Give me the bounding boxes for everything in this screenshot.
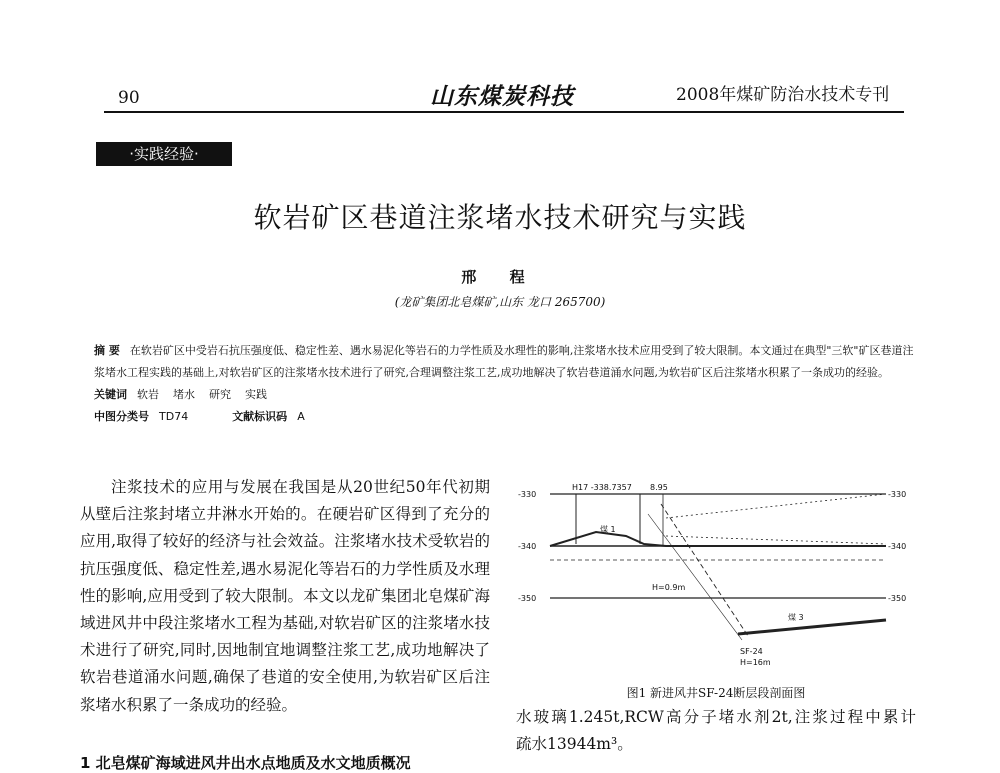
figure-label: -330 — [888, 490, 907, 499]
figure-caption: 图1 新进风井SF-24断层段剖面图 — [626, 686, 806, 700]
dotted-line — [666, 536, 886, 544]
paper-title: 软岩矿区巷道注浆堵水技术研究与实践 — [253, 201, 747, 234]
clc-label: 中图分类号 — [94, 410, 149, 423]
figure-label: 8.95 — [650, 483, 668, 492]
author: 邢 程 — [461, 268, 539, 286]
right-column-text — [516, 704, 916, 758]
keywords-label: 关键词 — [94, 388, 127, 401]
figure-label: 煤 1 — [600, 525, 616, 534]
affiliation: (龙矿集团北皂煤矿,山东 龙口 265700) — [394, 295, 606, 309]
header-rule — [104, 111, 904, 113]
abstract-text: 在软岩矿区中受岩石抗压强度低、稳定性差、遇水易泥化等岩石的力学性质及水理性的影响,注浆堵水技术应用受到了较大限制。本文通过在典型"三软"矿区巷道注浆堵水工程实践的基础上,对软岩矿区的注浆堵水技术进行了研究,合理调整注浆工艺,成功地解决了软岩巷道涌水问题,为软岩矿区后注浆堵水积累了一条成功的经验。 — [94, 344, 914, 379]
figure-label: H=0.9m — [652, 583, 686, 592]
right-column-line: 疏水13944m³。 — [516, 735, 633, 754]
figure-label: -350 — [888, 594, 907, 603]
issue-title: 2008年煤矿防治水技术专刊 — [676, 85, 890, 105]
keywords-line — [94, 384, 914, 406]
page-number: 90 — [118, 88, 140, 108]
classification-line — [94, 406, 914, 428]
section-heading: 1 北皂煤矿海域进风井出水点地质及水文地质概况 — [80, 754, 411, 772]
fault-line — [661, 504, 748, 636]
clc-value: TD74 — [159, 410, 189, 423]
figure-label: -340 — [888, 542, 907, 551]
figure-label: H=16m — [740, 658, 771, 667]
keyword: 软岩 — [137, 388, 159, 401]
abstract-label: 摘 要 — [94, 344, 120, 357]
dotted-line — [666, 494, 886, 518]
right-column-line: 水玻璃1.245t,RCW高分子堵水剂2t,注浆过程中累计 — [516, 708, 916, 726]
figure-label: H17 -338.7357 — [572, 483, 632, 492]
abstract-text-block — [94, 340, 914, 384]
keyword: 实践 — [245, 388, 267, 401]
figure-label: -350 — [518, 594, 537, 603]
seam-3-line — [738, 620, 886, 634]
doc-code-value: A — [297, 410, 305, 423]
keyword: 堵水 — [173, 388, 195, 401]
figure-label: SF-24 — [740, 647, 763, 656]
intro-paragraph: 注浆技术的应用与发展在我国是从20世纪50年代初期从壁后注浆封堵立井淋水开始的。在硬岩矿区得到了充分的应用,取得了较好的经济与社会效益。注浆堵水技术受软岩的抗压强度低、稳定性差,遇水易泥化等岩石的力学性质及水理性的影响,应用受到了较大限制。本文以龙矿集团北皂煤矿海域进风井中段注浆堵水工程为基础,对软岩矿区的注浆堵水技术进行了研究,同时,因地制宜地调整注浆工艺,成功地解决了软岩巷道涌水问题,确保了巷道的安全使用,为软岩矿区后注浆堵水积累了一条成功的经验。 — [80, 478, 490, 714]
intro-column — [80, 474, 490, 719]
fault-section-figure — [516, 474, 916, 682]
figure-label: 煤 3 — [788, 613, 804, 622]
figure-label: -340 — [518, 542, 537, 551]
doc-code-label: 文献标识码 — [232, 410, 288, 423]
keyword: 研究 — [209, 388, 231, 401]
abstract-block — [94, 340, 914, 428]
section-tag: ·实践经验· — [96, 142, 232, 166]
journal-logo: 山东煤炭科技 — [430, 83, 574, 110]
figure-label: -330 — [518, 490, 537, 499]
seam-1-line — [550, 532, 886, 546]
fault-line — [648, 514, 742, 640]
